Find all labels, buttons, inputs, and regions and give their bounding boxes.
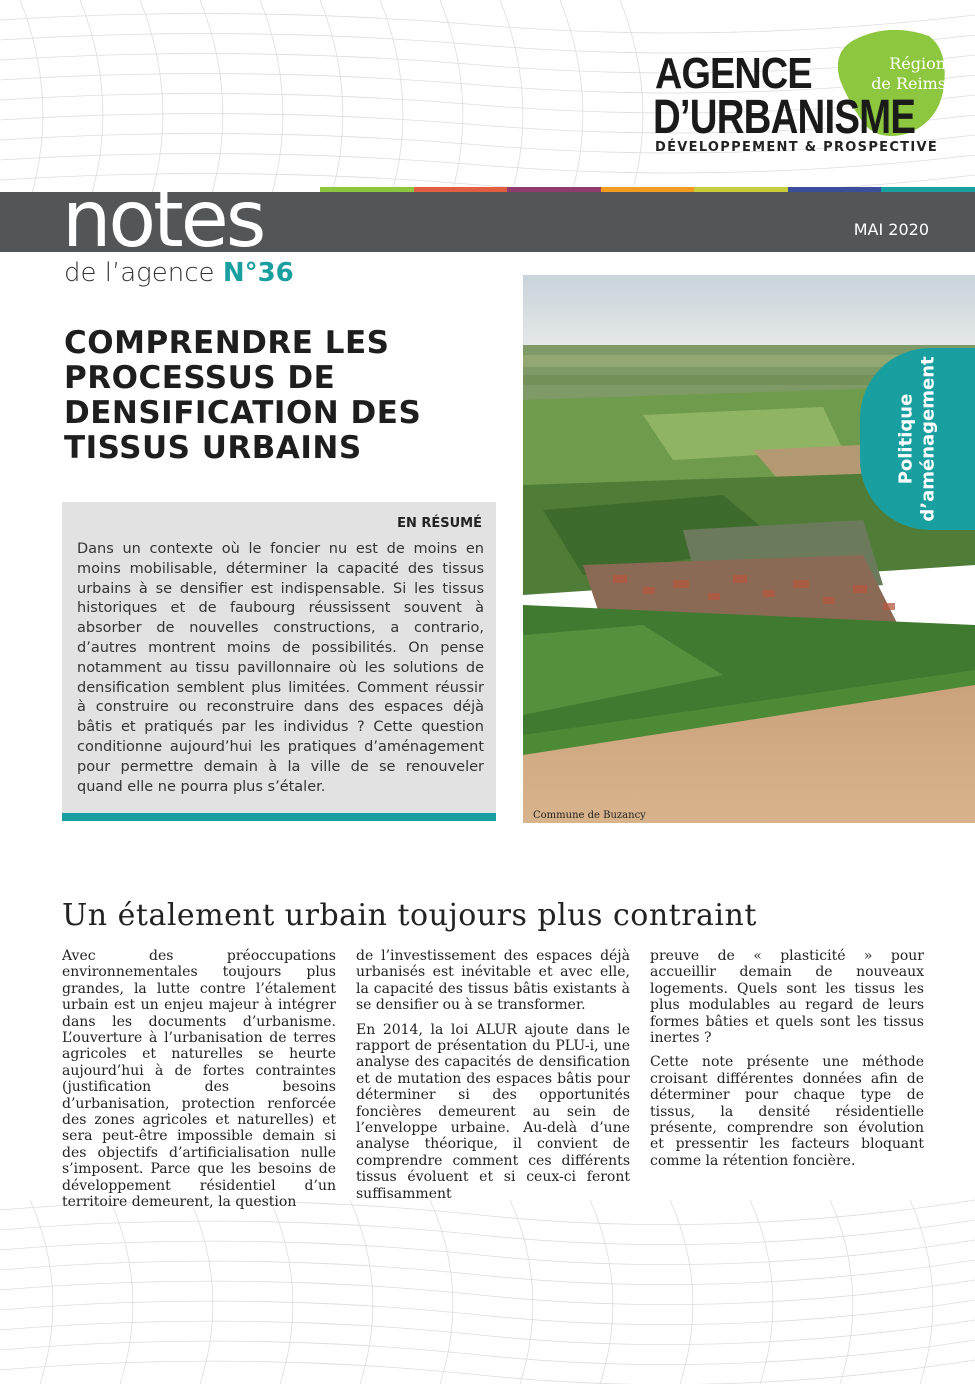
article-paragraph: Cette note présente une méthode croisant différentes données afin de déterminer pour chaque type de tissus, la densité résidentielle présente, comprendre son évolution et pressentir les facteurs bloquant comme la rétention foncière. (650, 1054, 924, 1169)
photo-caption: Commune de Buzancy (533, 810, 646, 821)
subtitle-text: de l’agence (64, 258, 215, 288)
issue-number: N°36 (222, 258, 294, 288)
article-column-3 (650, 948, 924, 1177)
agency-logo (650, 30, 960, 160)
article-column-2 (356, 948, 630, 1210)
summary-heading: EN RÉSUMÉ (397, 516, 482, 531)
logo-line2: D’URBANISME (653, 91, 916, 144)
logo-line1: AGENCE (655, 49, 812, 98)
main-title-line4: TISSUS URBAINS (64, 430, 362, 466)
summary-box (62, 502, 496, 814)
logo-tagline: DÉVELOPPEMENT & PROSPECTIVE (655, 140, 939, 155)
notes-title: notes (62, 175, 264, 265)
theme-badge-line1: Politique (895, 393, 917, 485)
section-title: Un étalement urbain toujours plus contraint (62, 898, 757, 933)
logo-region-line1: Région (889, 54, 946, 73)
summary-underline (62, 813, 496, 821)
article-paragraph: En 2014, la loi ALUR ajoute dans le rapport de présentation du PLU-i, une analyse des capacités de densification et de mutation des espaces bâtis pour déterminer si des opportunités foncières demeurent au sein de l’enveloppe urbaine. Au-delà d’une analyse théorique, il convient de comprendre comment ces différents tissus évoluent et si ceux-ci feront suffisamment (356, 1021, 630, 1202)
logo-region-text (850, 54, 946, 94)
main-title (64, 326, 484, 466)
article-column-1 (62, 948, 336, 1219)
article-paragraph: preuve de « plasticité » pour accueillir demain de nouveaux logements. Quels sont les tissus les plus modulables au regard de leurs formes bâties et quels sont les tissus inertes ? (650, 948, 924, 1047)
logo-region-line2: de Reims (871, 74, 946, 93)
theme-badge-text (860, 348, 975, 530)
main-title-line2: PROCESSUS DE (64, 360, 336, 396)
publication-subtitle (64, 258, 294, 288)
main-title-line3: DENSIFICATION DES (64, 395, 422, 431)
article-paragraph: Avec des préoccupations environnementales toujours plus grandes, la lutte contre l’étalement urbain est un enjeu majeur à intégrer dans les documents d’urbanisme. L’ouverture à l’urbanisation de terres agricoles et naturelles se heurte aujourd’hui à de fortes contraintes (justification des besoins d’urbanisation, protection renforcée des zones agricoles et naturelles) et sera peut-être impossible demain si des objectifs d’artificialisation nulle s’imposent. Parce que les besoins de développement résidentiel d’un territoire demeurent, la question (62, 948, 336, 1211)
theme-badge (860, 348, 975, 530)
main-title-line1: COMPRENDRE LES (64, 325, 390, 361)
summary-text: Dans un contexte où le foncier nu est de moins en moins mobilisable, déterminer la capacité des tissus urbains à se densifier est indispensable. Si les tissus historiques et de faubourg réussissent souvent à absorber de nouvelles constructions, a contrario, d’autres montrent moins de possibilités. On pense notamment au tissu pavillonnaire où les solutions de densification semblent plus limitées. Comment réussir à construire ou reconstruire dans des espaces déjà bâtis et pratiqués par les individus ? Cette question conditionne aujourd’hui les pratiques d’aménagement pour permettre demain à la ville de se renouveler quand elle ne pourra plus s’étaler. (77, 541, 484, 795)
theme-badge-line2: d’aménagement (917, 356, 939, 522)
theme-badge-label (896, 356, 940, 521)
article-paragraph: de l’investissement des espaces déjà urbanisés est inévitable et avec elle, la capacité des tissus bâtis existants à se densifier ou à se transformer. (356, 948, 630, 1014)
issue-date: MAI 2020 (853, 220, 929, 239)
